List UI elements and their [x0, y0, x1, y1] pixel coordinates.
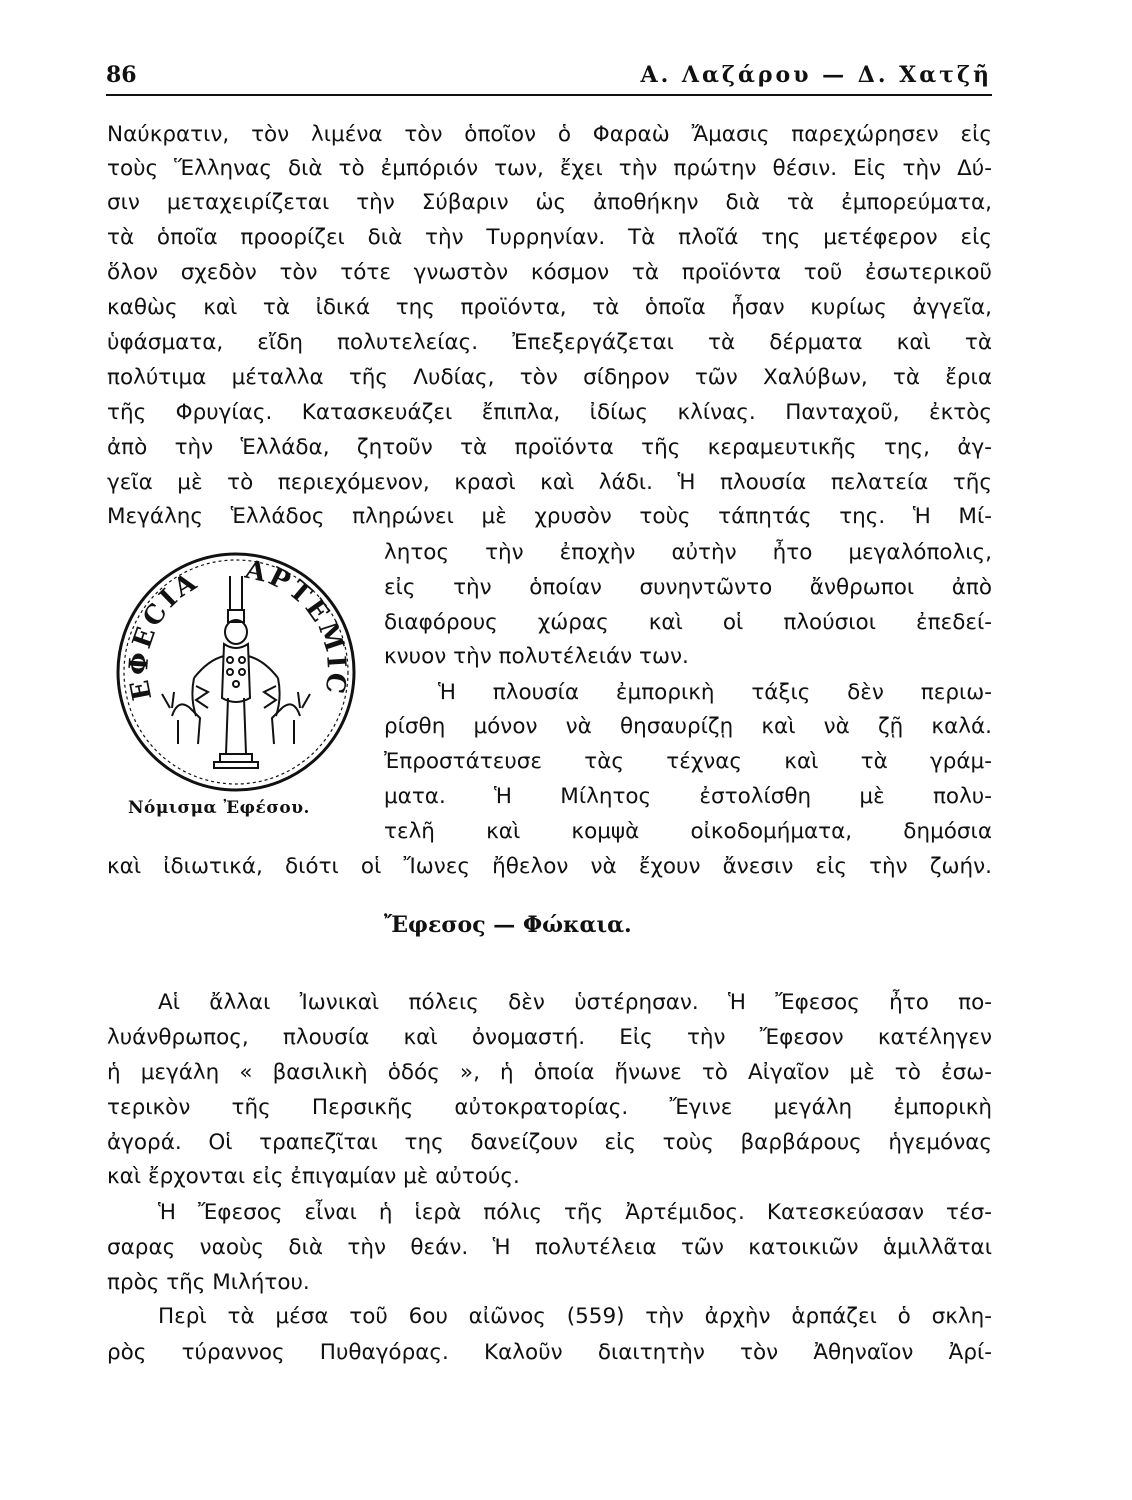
- text-line: καὶ ἔρχονται εἰς ἐπιγαμίαν μὲ αὐτούς.: [107, 1164, 520, 1189]
- coin-inscription-left: ΕΦΕCΙΑ: [123, 565, 205, 703]
- text-line: ὅλον σχεδὸν τὸν τότε γνωστὸν κόσμον τὰ προϊόντα τοῦ ἐσωτερικοῦ: [107, 260, 992, 285]
- text-line: πρὸς τῆς Μιλήτου.: [107, 1270, 310, 1295]
- text-line: ὑφάσματα, εἴδη πολυτελείας. Ἐπεξεργάζεται τὰ δέρματα καὶ τὰ: [107, 330, 992, 355]
- wrap-text-line: τελῆ καὶ κομψὰ οἰκοδομήματα, δημόσια: [384, 819, 992, 844]
- wrap-text-line: εἰς τὴν ὁποίαν συνηντῶντο ἄνθρωποι ἀπὸ: [384, 575, 992, 600]
- text-line: λυάνθρωπος, πλουσία καὶ ὀνομαστή. Εἰς τὴν Ἔφεσον κατέληγεν: [107, 1025, 992, 1050]
- page-number: 86: [106, 62, 137, 88]
- text-line: Περὶ τὰ μέσα τοῦ 6ου αἰῶνος (559) τὴν ἀρχὴν ἁρπάζει ὁ σκλη-: [158, 1304, 992, 1329]
- text-line: γεῖα μὲ τὸ περιεχόμενον, κρασὶ καὶ λάδι. Ἡ πλουσία πελατεία τῆς: [107, 470, 992, 495]
- section-title: Ἔφεσος — Φώκαια.: [384, 912, 632, 938]
- text-line: ρὸς τύραννος Πυθαγόρας. Καλοῦν διαιτητὴν τὸν Ἀθηναῖον Ἀρί-: [107, 1340, 992, 1365]
- wrap-text-line: Ἡ πλουσία ἐμπορικὴ τάξις δὲν περιω-: [438, 680, 992, 705]
- text-line: Ναύκρατιν, τὸν λιμένα τὸν ὁποῖον ὁ Φαραὼ Ἄμασις παρεχώρησεν εἰς: [107, 122, 992, 147]
- text-line: Αἱ ἄλλαι Ἰωνικαὶ πόλεις δὲν ὑστέρησαν. Ἡ Ἔφεσος ἦτο πο-: [158, 990, 992, 1015]
- text-line: τοὺς Ἕλληνας διὰ τὸ ἐμπόριόν των, ἔχει τὴν πρώτην θέσιν. Εἰς τὴν Δύ-: [107, 156, 992, 181]
- text-line: Ἡ Ἔφεσος εἶναι ἡ ἱερὰ πόλις τῆς Ἀρτέμιδος. Κατεσκεύασαν τέσ-: [158, 1200, 992, 1225]
- text-line: σιν μεταχειρίζεται τὴν Σύβαριν ὡς ἀποθήκην διὰ τὰ ἐμπορεύματα,: [107, 190, 992, 215]
- text-line: σαρας ναοὺς διὰ τὴν θεάν. Ἡ πολυτέλεια τῶν κατοικιῶν ἁμιλλᾶται: [107, 1235, 992, 1260]
- text-line: ἀγορά. Οἱ τραπεζῖται της δανείζουν εἰς τοὺς βαρβάρους ἡγεμόνας: [107, 1130, 992, 1155]
- text-line: Μεγάλης Ἑλλάδος πληρώνει μὲ χρυσὸν τοὺς τάπητάς της. Ἡ Μί-: [107, 504, 992, 529]
- text-line: ἀπὸ τὴν Ἑλλάδα, ζητοῦν τὰ προϊόντα τῆς κεραμευτικῆς της, ἀγ-: [107, 435, 992, 460]
- text-line: τῆς Φρυγίας. Κατασκευάζει ἔπιπλα, ἰδίως κλίνας. Πανταχοῦ, ἐκτὸς: [107, 400, 992, 425]
- running-head: Α. Λαζάρου — Δ. Χατζῆ: [640, 62, 992, 88]
- wrap-text-line: κνυον τὴν πολυτέλειάν των.: [384, 644, 689, 669]
- wrap-text-line: Ἐπροστάτευσε τὰς τέχνας καὶ τὰ γράμ-: [384, 749, 992, 774]
- wrap-text-line: λητος τὴν ἐποχὴν αὐτὴν ἦτο μεγαλόπολις,: [384, 540, 992, 565]
- wrap-text-line: ρίσθη μόνον νὰ θησαυρίζῃ καὶ νὰ ζῇ καλά.: [384, 714, 992, 739]
- text-line: τὰ ὁποῖα προορίζει διὰ τὴν Τυρρηνίαν. Τὰ πλοῖά της μετέφερον εἰς: [107, 225, 992, 250]
- wrap-text-line: ματα. Ἡ Μίλητος ἐστολίσθη μὲ πολυ-: [384, 784, 992, 809]
- text-line: ἡ μεγάλη « βασιλικὴ ὁδός », ἡ ὁποία ἥνωνε τὸ Αἰγαῖον μὲ τὸ ἐσω-: [107, 1060, 992, 1085]
- coin-inscription-right: ΑΡΤΕΜΙC: [242, 554, 352, 699]
- text-line: καὶ ἰδιωτικά, διότι οἱ Ἴωνες ἤθελον νὰ ἔχουν ἄνεσιν εἰς τὴν ζωήν.: [107, 854, 992, 879]
- text-line: καθὼς καὶ τὰ ἰδικά της προϊόντα, τὰ ὁποῖα ἦσαν κυρίως ἀγγεῖα,: [107, 295, 992, 320]
- wrap-text-line: διαφόρους χώρας καὶ οἱ πλούσιοι ἐπεδεί-: [384, 610, 992, 635]
- text-line: τερικὸν τῆς Περσικῆς αὐτοκρατορίας. Ἔγινε μεγάλη ἐμπορικὴ: [107, 1095, 992, 1120]
- figure-caption: Νόμισμα Ἐφέσου.: [128, 798, 310, 818]
- ephesus-coin-figure: [112, 548, 360, 796]
- page-header: [106, 58, 992, 96]
- text-line: πολύτιμα μέταλλα τῆς Λυδίας, τὸν σίδηρον τῶν Χαλύβων, τὰ ἔρια: [107, 365, 992, 390]
